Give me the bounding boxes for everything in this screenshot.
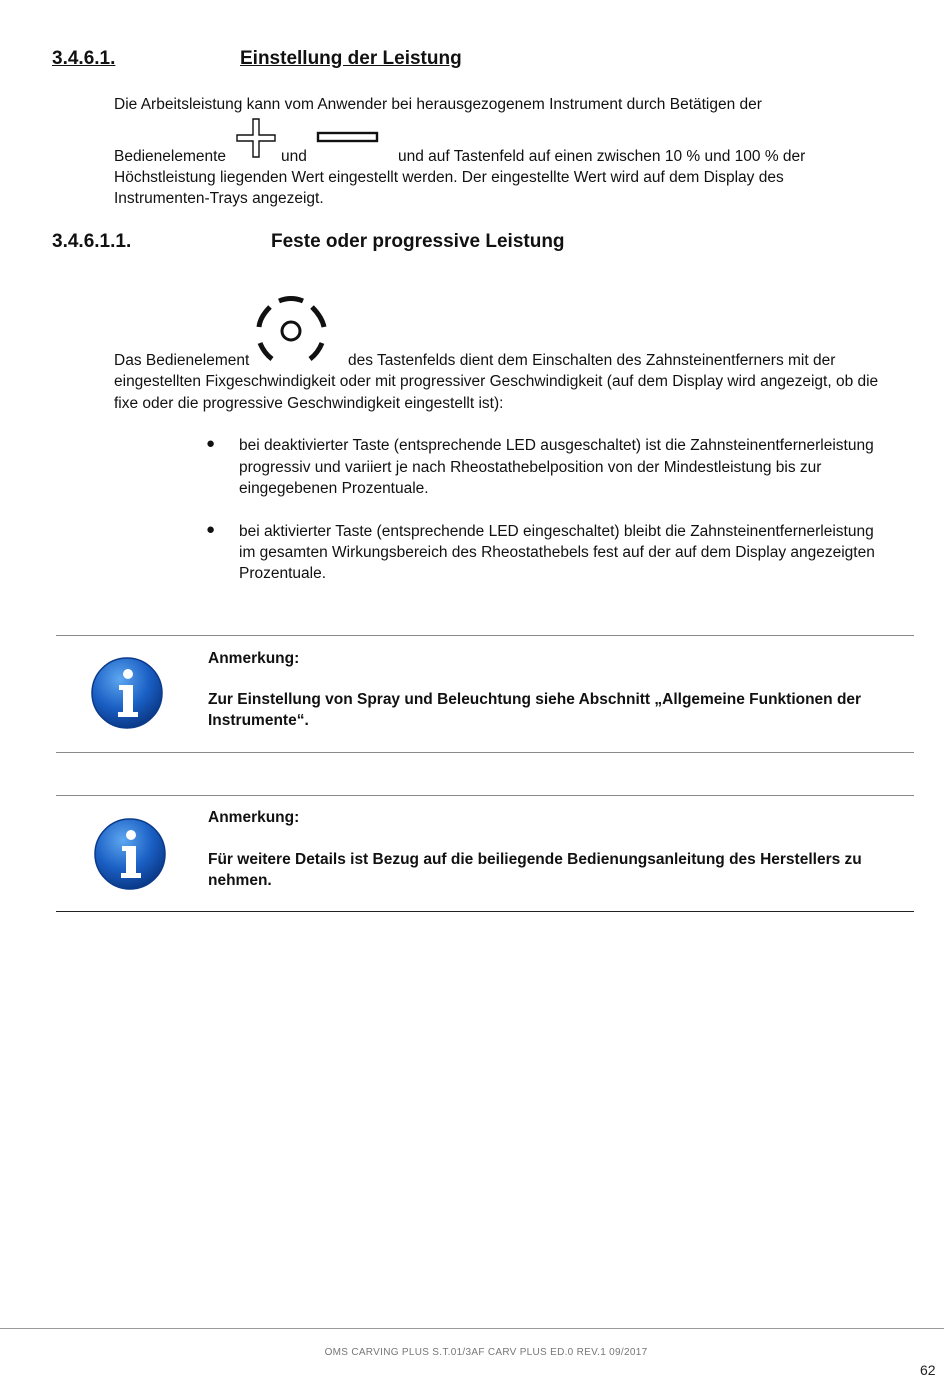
- section-number: 3.4.6.1.: [52, 48, 116, 69]
- paragraph-line: des Tastenfelds dient dem Einschalten des Zahnsteinentferners mit der: [348, 352, 836, 369]
- divider: [56, 911, 914, 912]
- bullet-text: bei deaktivierter Taste (entsprechende LED ausgeschaltet) ist die Zahnsteinentfernerleistung: [239, 437, 874, 454]
- paragraph-line: eingestellten Fixgeschwindigkeit oder mit progressiver Geschwindigkeit (auf dem Display wird angezeigt, ob die: [114, 373, 879, 390]
- paragraph-line: Die Arbeitsleistung kann vom Anwender bei herausgezogenem Instrument durch Betätigen der: [114, 96, 762, 113]
- paragraph-line: fixe oder die progressive Geschwindigkeit eingestellt ist):: [114, 395, 504, 412]
- divider: [56, 635, 914, 636]
- bullet-text: Prozentuale.: [239, 565, 327, 582]
- bullet-text: progressiv und variiert je nach Rheostathebelposition von der Mindestleistung bis zur: [239, 459, 822, 476]
- plus-key-icon: [236, 118, 276, 160]
- note-text: Für weitere Details ist Bezug auf die beiliegende Bedienungsanleitung des Herstellers zu: [208, 851, 862, 868]
- paragraph-line: und auf Tastenfeld auf einen zwischen 10 % und 100 % der: [398, 148, 806, 165]
- footer-text: OMS CARVING PLUS S.T.01/3AF CARV PLUS ED.0 REV.1 09/2017: [324, 1347, 648, 1358]
- info-icon: [90, 656, 164, 730]
- note-title: Anmerkung:: [208, 650, 300, 667]
- bullet-point: ●: [206, 435, 216, 452]
- note-text: Zur Einstellung von Spray und Beleuchtung siehe Abschnitt „Allgemeine Funktionen der: [208, 691, 862, 708]
- divider: [56, 752, 914, 753]
- bullet-text: bei aktivierter Taste (entsprechende LED eingeschaltet) bleibt die Zahnsteinentfernerleistung: [239, 523, 874, 540]
- paragraph-line: und: [281, 148, 307, 165]
- paragraph-line: Instrumenten-Trays angezeigt.: [114, 190, 324, 207]
- bullet-text: eingegebenen Prozentuale.: [239, 480, 429, 497]
- note-text: Instrumente“.: [208, 712, 309, 729]
- bullet-text: im gesamten Wirkungsbereich des Rheostathebels fest auf der auf dem Display angezeigten: [239, 544, 875, 561]
- divider: [56, 795, 914, 796]
- subsection-number: 3.4.6.1.1.: [52, 231, 132, 252]
- info-icon: [93, 817, 167, 891]
- section-title: Einstellung der Leistung: [240, 48, 462, 69]
- note-title: Anmerkung:: [208, 809, 300, 826]
- note-text: nehmen.: [208, 872, 272, 889]
- minus-key-icon: [316, 131, 380, 145]
- progressive-mode-key-icon: [254, 293, 330, 365]
- subsection-title: Feste oder progressive Leistung: [271, 231, 565, 252]
- footer-divider: [0, 1328, 944, 1329]
- page-number: 62: [920, 1362, 936, 1378]
- paragraph-line: Höchstleistung liegenden Wert eingestellt werden. Der eingestellte Wert wird auf dem Display des: [114, 169, 784, 186]
- paragraph-line: Das Bedienelement: [114, 352, 250, 369]
- paragraph-line: Bedienelemente: [114, 148, 227, 165]
- bullet-point: ●: [206, 521, 216, 538]
